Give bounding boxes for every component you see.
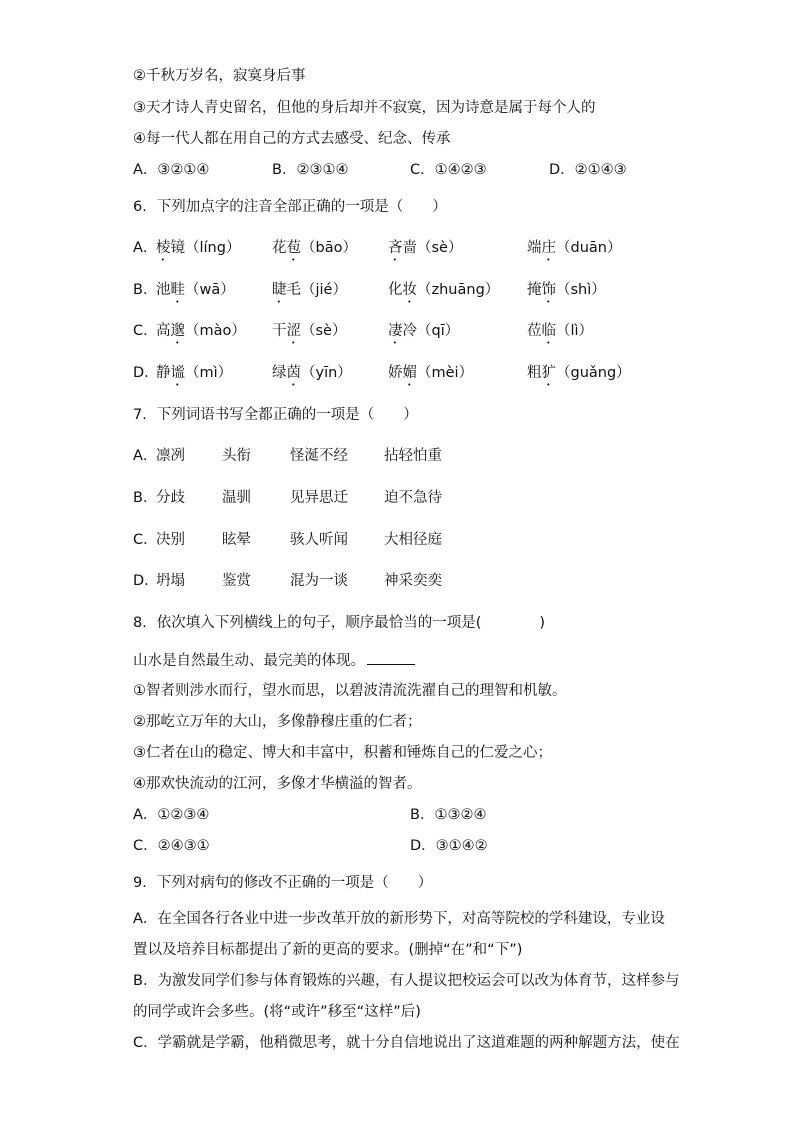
q6-word-part: （yīn） (301, 365, 352, 381)
q6-word-part: （duān） (556, 240, 622, 256)
q8-item-3: ③仁者在山的稳定、博大和丰富中，积蓄和锤炼自己的仁爱之心； (133, 745, 552, 761)
q8-item-1: ①智者则涉水而行，望水而思，以碧波清流洗濯自己的理智和机敏。 (133, 683, 567, 699)
q6-stem: 6．下列加点字的注音全部正确的一项是（ ） (133, 199, 447, 215)
q6-dotted-char: 棱 (156, 240, 171, 256)
q7-option-label[interactable]: A． (133, 448, 158, 464)
q7-word: 温驯 (222, 490, 251, 506)
q6-option-label[interactable]: A． (133, 240, 158, 256)
q6-word-part: （lì） (556, 323, 594, 339)
q6-word-part: 干 (272, 323, 287, 339)
q6-dotted-char: 犷 (541, 365, 556, 381)
q9-option-c-line1[interactable]: C．学霸就是学霸，他稍微思考，就十分自信地说出了这道难题的两种解题方法，使在 (133, 1035, 680, 1051)
q6-dotted-char: 畦 (170, 282, 185, 298)
q6-word-part: 花 (272, 240, 287, 256)
q6-word (156, 321, 246, 347)
q6-word (156, 238, 240, 264)
q9-option-b-line1[interactable]: B．为激发同学们参与体育锻炼的兴趣，有人提议把校运会可以改为体育节，这样参与 (133, 973, 680, 989)
q6-word-part: 端 (527, 240, 542, 256)
q6-word-part: 娇 (388, 365, 403, 381)
q7-word: 凛冽 (156, 448, 185, 464)
q6-word-part: （sè） (301, 323, 347, 339)
q6-option-label[interactable]: C． (133, 323, 158, 339)
q8-answer-blank[interactable] (367, 650, 415, 665)
q7-word: 骇人听闻 (290, 532, 348, 548)
q6-word (272, 321, 346, 347)
q6-word (527, 238, 621, 264)
q6-word-part: （shì） (556, 282, 606, 298)
q6-word-part: 啬（sè） (402, 240, 463, 256)
q6-word (156, 363, 232, 389)
q8-option-a[interactable]: A．①②③④ (133, 807, 210, 823)
q6-word (272, 363, 352, 389)
q6-word-part: （mào） (185, 323, 246, 339)
q8-option-b[interactable]: B．①③②④ (410, 807, 487, 823)
q7-word: 神采奕奕 (384, 573, 442, 589)
q6-word-part: 绿 (272, 365, 287, 381)
q6-word (527, 280, 606, 306)
q6-word (272, 280, 347, 306)
q7-word: 分歧 (156, 490, 185, 506)
q9-option-a-line2: 置以及培养目标都提出了新的更高的要求。(删掉“在”和“下”) (133, 942, 523, 958)
q5-item-3: ③天才诗人青史留名，但他的身后却并不寂寞，因为诗意是属于每个人的 (133, 100, 596, 116)
q6-word-part: 粗 (527, 365, 542, 381)
q7-word: 大相径庭 (384, 532, 442, 548)
q6-dotted-char: 苞 (286, 240, 301, 256)
q6-word (272, 238, 357, 264)
q5-option-c[interactable]: C．①④②③ (410, 162, 487, 178)
q5-option-d[interactable]: D．②①④③ (549, 162, 627, 178)
q6-word-part: （mèi） (417, 365, 474, 381)
q8-intro-text: 山水是自然最生动、最完美的体现。 (133, 653, 365, 669)
q6-word-part: 毛（jié） (286, 282, 347, 298)
q7-word: 决别 (156, 532, 185, 548)
q6-word-part: 静 (156, 365, 171, 381)
q7-word: 眩晕 (222, 532, 251, 548)
q9-option-a-line1[interactable]: A．在全国各行各业中进一步改革开放的新形势下，对高等院校的学科建设，专业设 (133, 911, 665, 927)
q6-dotted-char: 饰 (541, 282, 556, 298)
q7-word: 头衔 (222, 448, 251, 464)
q9-stem: 9．下列对病句的修改不正确的一项是（ ） (133, 875, 433, 891)
q8-intro (133, 650, 415, 671)
q5-item-4: ④每一代人都在用自己的方式去感受、纪念、传承 (133, 131, 451, 147)
q5-option-a[interactable]: A．③②①④ (133, 162, 210, 178)
q6-word-part: 莅 (527, 323, 542, 339)
q6-word-part: 高 (156, 323, 171, 339)
q7-word: 鉴赏 (222, 573, 251, 589)
q6-word-part: （wā） (185, 282, 235, 298)
q7-option-label[interactable]: D． (133, 573, 159, 589)
q6-dotted-char: 邈 (170, 323, 185, 339)
q6-dotted-char: 妆 (402, 282, 417, 298)
q6-word (527, 321, 593, 347)
q7-word: 拈轻怕重 (384, 448, 442, 464)
q6-word-part: （guǎng） (556, 365, 631, 381)
q7-option-label[interactable]: B． (133, 490, 158, 506)
q7-word: 怪涎不经 (290, 448, 348, 464)
q6-word (388, 238, 462, 264)
q6-dotted-char: 媚 (402, 365, 417, 381)
q8-stem: 8．依次填入下列横线上的句子，顺序最恰当的一项是( ) (133, 615, 546, 631)
q6-word-part: 冷（qī） (402, 323, 460, 339)
q5-item-2: ②千秋万岁名，寂寞身后事 (133, 68, 306, 84)
q6-word (527, 363, 631, 389)
q7-word: 坍塌 (156, 573, 185, 589)
q7-word: 混为一谈 (290, 573, 348, 589)
q9-option-b-line2: 的同学或许会多些。(将“或许”移至“这样”后) (133, 1004, 421, 1020)
q6-word (156, 280, 235, 306)
q6-dotted-char: 睫 (272, 282, 287, 298)
q6-word-part: （zhuāng） (417, 282, 500, 298)
q7-word: 迫不急待 (384, 490, 442, 506)
q6-dotted-char: 涩 (286, 323, 301, 339)
q6-dotted-char: 茵 (286, 365, 301, 381)
q6-word-part: （mì） (185, 365, 233, 381)
q6-word-part: （bāo） (301, 240, 357, 256)
q6-option-label[interactable]: D． (133, 365, 159, 381)
q6-word-part: 镜（líng） (170, 240, 241, 256)
q6-option-label[interactable]: B． (133, 282, 158, 298)
q8-item-2: ②那屹立万年的大山，多像静穆庄重的仁者； (133, 714, 422, 730)
q7-word: 见异思迁 (290, 490, 348, 506)
q7-stem: 7．下列词语书写全都正确的一项是（ ） (133, 407, 418, 423)
q6-word-part: 池 (156, 282, 171, 298)
q6-dotted-char: 临 (541, 323, 556, 339)
q6-word-part: 掩 (527, 282, 542, 298)
q5-option-b[interactable]: B．②③①④ (272, 162, 349, 178)
q6-dotted-char: 谧 (170, 365, 185, 381)
q6-dotted-char: 吝 (388, 240, 403, 256)
q8-item-4: ④那欢快流动的江河，多像才华横溢的智者。 (133, 776, 422, 792)
q6-word (388, 280, 499, 306)
q6-word (388, 321, 459, 347)
q6-dotted-char: 凄 (388, 323, 403, 339)
q8-option-d[interactable]: D．③①④② (410, 838, 488, 854)
q7-option-label[interactable]: C． (133, 532, 158, 548)
q6-word (388, 363, 473, 389)
q6-word-part: 化 (388, 282, 403, 298)
q8-option-c[interactable]: C．②④③① (133, 838, 210, 854)
q6-dotted-char: 庄 (541, 240, 556, 256)
